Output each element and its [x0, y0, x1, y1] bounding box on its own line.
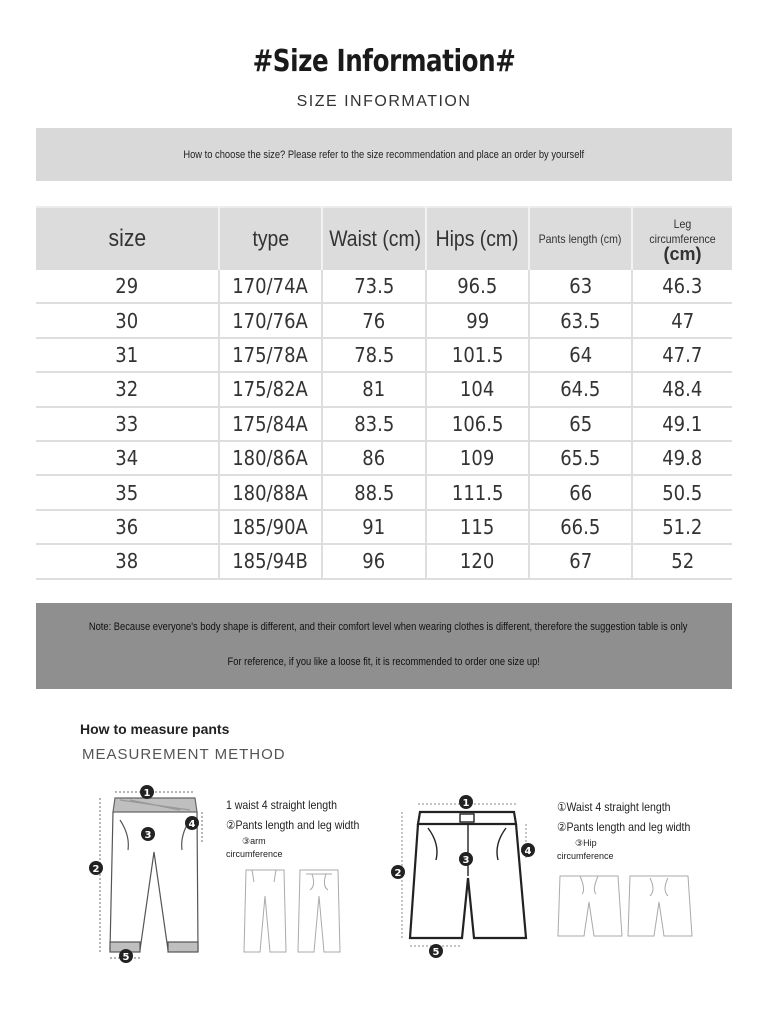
- svg-text:5: 5: [122, 952, 130, 963]
- table-row: [36, 544, 732, 578]
- measure-title: How to measure pants: [80, 721, 230, 737]
- marker-1: [140, 785, 154, 799]
- header-leg-circumference: [632, 207, 732, 270]
- shorts-diagram: [390, 790, 540, 960]
- cell-waist: 86: [322, 441, 426, 475]
- cell-pants-length: 63: [529, 270, 632, 303]
- cell-pants-length: 65.5: [529, 441, 632, 475]
- header-pants-length: Pants length (cm): [529, 207, 632, 270]
- cell-type: 170/74A: [219, 270, 322, 303]
- left-legend: [226, 795, 378, 861]
- cell-size: 32: [36, 372, 219, 406]
- cell-waist: 78.5: [322, 338, 426, 372]
- svg-text:3: 3: [144, 830, 152, 841]
- left-legend-line1: 1 waist 4 straight length: [226, 798, 337, 812]
- header-hips: Hips (cm): [426, 207, 529, 270]
- table-row: [36, 270, 732, 303]
- cell-type: 185/94B: [219, 544, 322, 578]
- cell-waist: 81: [322, 372, 426, 406]
- cell-leg-circumference: 49.8: [632, 441, 732, 475]
- svg-text:3: 3: [462, 855, 470, 866]
- cell-hips: 115: [426, 510, 529, 544]
- table-row: [36, 372, 732, 406]
- left-legend-line2: ②Pants length and leg width: [226, 818, 360, 832]
- long-pants-sketch-icon: [240, 866, 350, 956]
- left-legend-line3: ③arm: [242, 836, 266, 846]
- cell-type: 170/76A: [219, 303, 322, 337]
- cell-hips: 111.5: [426, 475, 529, 509]
- shorts-marker-1: [459, 795, 473, 809]
- cell-size: 34: [36, 441, 219, 475]
- cell-hips: 101.5: [426, 338, 529, 372]
- cell-type: 180/86A: [219, 441, 322, 475]
- right-legend-line3: ③Hip: [575, 838, 597, 848]
- cell-leg-circumference: 51.2: [632, 510, 732, 544]
- cell-size: 38: [36, 544, 219, 578]
- long-pants-diagram: [80, 780, 210, 970]
- page-title: #Size Information#: [252, 44, 516, 79]
- cell-leg-circumference: 50.5: [632, 475, 732, 509]
- table-row: [36, 407, 732, 441]
- svg-text:4: 4: [188, 819, 196, 830]
- note-banner: [36, 603, 732, 689]
- cell-hips: 109: [426, 441, 529, 475]
- right-legend-line2: ②Pants length and leg width: [557, 820, 691, 834]
- cell-waist: 83.5: [322, 407, 426, 441]
- size-table-header: [36, 207, 732, 270]
- shorts-sketch-icon: [556, 872, 696, 942]
- right-legend: [557, 797, 709, 863]
- cell-size: 29: [36, 270, 219, 303]
- svg-text:1: 1: [462, 798, 470, 809]
- note-line-2: For reference, if you like a loose fit, it is recommended to order one size up!: [227, 656, 541, 668]
- header-waist: Waist (cm): [322, 207, 426, 270]
- cell-size: 36: [36, 510, 219, 544]
- note-line-1: Note: Because everyone's body shape is different, and their comfort level when wearing clothes is different, therefore the suggestion table is only: [88, 621, 688, 633]
- cell-pants-length: 64: [529, 338, 632, 372]
- table-row: [36, 303, 732, 337]
- cell-size: 30: [36, 303, 219, 337]
- cell-type: 175/82A: [219, 372, 322, 406]
- cell-leg-circumference: 47.7: [632, 338, 732, 372]
- cell-pants-length: 63.5: [529, 303, 632, 337]
- cell-waist: 76: [322, 303, 426, 337]
- cell-leg-circumference: 52: [632, 544, 732, 578]
- cell-pants-length: 66: [529, 475, 632, 509]
- shorts-marker-3: [459, 852, 473, 866]
- measure-subtitle: MEASUREMENT METHOD: [82, 746, 286, 763]
- size-guide-banner: [36, 128, 732, 181]
- size-table-body: [36, 270, 732, 579]
- cell-type: 185/90A: [219, 510, 322, 544]
- cell-pants-length: 66.5: [529, 510, 632, 544]
- size-table: [36, 206, 732, 580]
- svg-text:1: 1: [143, 788, 151, 799]
- cell-leg-circumference: 48.4: [632, 372, 732, 406]
- svg-text:2: 2: [92, 864, 100, 875]
- header-leg-unit: (cm): [663, 243, 702, 264]
- cell-waist: 96: [322, 544, 426, 578]
- cell-type: 175/78A: [219, 338, 322, 372]
- header-type: type: [219, 207, 322, 270]
- cell-leg-circumference: 46.3: [632, 270, 732, 303]
- marker-4: [185, 816, 199, 830]
- page-subtitle: SIZE INFORMATION: [296, 93, 472, 110]
- header-leg-line1: Leg: [673, 216, 692, 231]
- cell-waist: 88.5: [322, 475, 426, 509]
- cell-pants-length: 67: [529, 544, 632, 578]
- table-row: [36, 510, 732, 544]
- marker-2: [89, 861, 103, 875]
- header-size: size: [36, 207, 219, 270]
- cell-type: 180/88A: [219, 475, 322, 509]
- marker-5: [119, 949, 133, 963]
- table-row: [36, 475, 732, 509]
- cell-size: 35: [36, 475, 219, 509]
- cell-hips: 104: [426, 372, 529, 406]
- shorts-marker-4: [521, 843, 535, 857]
- shorts-marker-5: [429, 944, 443, 958]
- cell-size: 31: [36, 338, 219, 372]
- svg-text:2: 2: [394, 868, 402, 879]
- size-guide-banner-text: How to choose the size? Please refer to the size recommendation and place an order by yourself: [183, 148, 585, 161]
- cell-pants-length: 64.5: [529, 372, 632, 406]
- header-leg-line2: circumference: [649, 231, 716, 246]
- cell-hips: 96.5: [426, 270, 529, 303]
- right-legend-line4: circumference: [557, 851, 614, 861]
- svg-text:5: 5: [432, 947, 440, 958]
- cell-leg-circumference: 47: [632, 303, 732, 337]
- cell-waist: 91: [322, 510, 426, 544]
- cell-size: 33: [36, 407, 219, 441]
- left-legend-line4: circumference: [226, 849, 283, 859]
- cell-leg-circumference: 49.1: [632, 407, 732, 441]
- right-legend-line1: ①Waist 4 straight length: [557, 800, 671, 814]
- cell-hips: 99: [426, 303, 529, 337]
- cell-hips: 120: [426, 544, 529, 578]
- marker-3: [141, 827, 155, 841]
- cell-type: 175/84A: [219, 407, 322, 441]
- shorts-marker-2: [391, 865, 405, 879]
- cell-pants-length: 65: [529, 407, 632, 441]
- table-row: [36, 338, 732, 372]
- cell-hips: 106.5: [426, 407, 529, 441]
- table-row: [36, 441, 732, 475]
- svg-text:4: 4: [524, 846, 532, 857]
- cell-waist: 73.5: [322, 270, 426, 303]
